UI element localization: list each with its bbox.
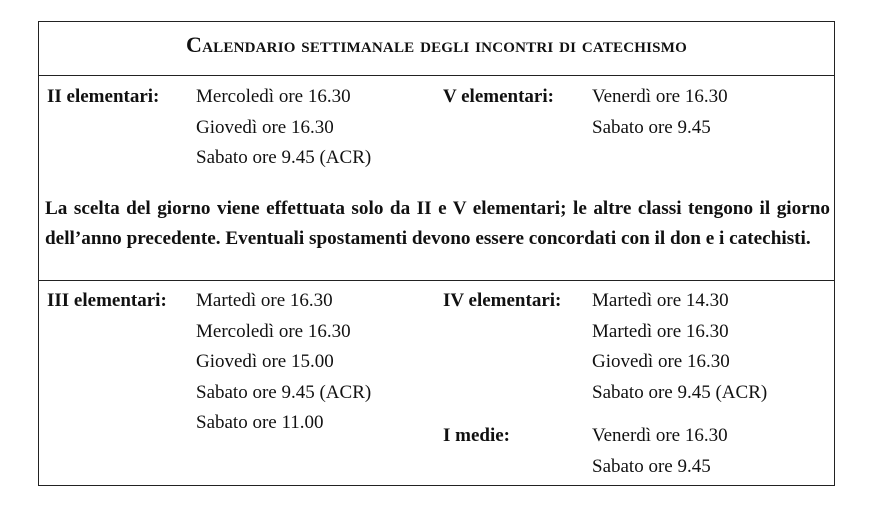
time-entry: Martedì ore 16.30 (592, 320, 729, 342)
time-entry: Sabato ore 9.45 (ACR) (196, 381, 372, 403)
time-entry: Giovedì ore 16.30 (196, 116, 334, 138)
group-times-IV-elementari (592, 290, 767, 412)
time-entry: Sabato ore 9.45 (ACR) (592, 381, 768, 403)
group-times-III-elementari (196, 290, 371, 443)
group-label-V-elementari: V elementari: (443, 86, 554, 107)
time-entry: Sabato ore 9.45 (ACR) (196, 147, 372, 168)
time-entry: Giovedì ore 15.00 (196, 351, 334, 372)
note-paragraph: La scelta del giorno viene effettuata solo da II e V elementari; le altre classi tengono il giorno dell’anno precedente. Eventuali spostamenti devono essere concordati con il don e i catechisti. (45, 198, 830, 249)
time-entry: Martedì ore 14.30 (592, 290, 729, 311)
group-times-I-medie (592, 425, 728, 486)
calendar-box (38, 21, 835, 486)
group-label-IV-elementari: IV elementari: (443, 290, 562, 311)
time-entry: Sabato ore 9.45 (592, 455, 711, 477)
calendar-title: Calendario settimanale degli incontri di catechismo (186, 32, 687, 57)
time-entry: Mercoledì ore 16.30 (196, 86, 351, 107)
time-entry: Venerdì ore 16.30 (592, 425, 728, 446)
time-entry: Sabato ore 11.00 (196, 412, 324, 433)
group-times-V-elementari (592, 86, 728, 147)
group-label-III-elementari: III elementari: (47, 290, 167, 311)
time-entry: Giovedì ore 16.30 (592, 351, 730, 372)
group-label-II-elementari: II elementari: (47, 86, 160, 107)
time-entry: Venerdì ore 16.30 (592, 86, 728, 107)
time-entry: Martedì ore 16.30 (196, 290, 333, 311)
time-entry: Mercoledì ore 16.30 (196, 320, 351, 342)
group-label-I-medie: I medie: (443, 425, 511, 446)
title-divider (39, 75, 834, 76)
group-times-II-elementari (196, 86, 371, 178)
time-entry: Sabato ore 9.45 (592, 116, 711, 138)
note-divider (39, 280, 834, 281)
